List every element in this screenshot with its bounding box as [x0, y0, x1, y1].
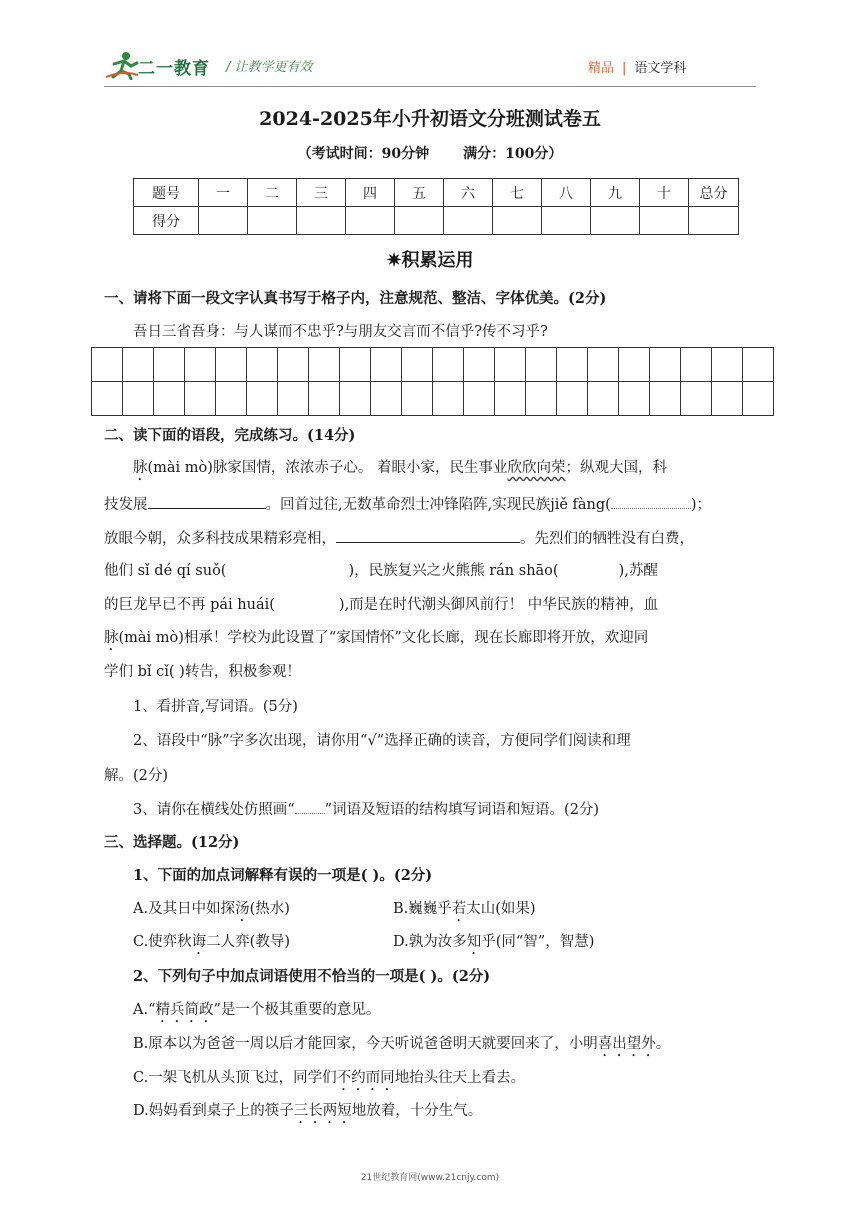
text-span: D.妈妈看到桌子上的筷子 [133, 1103, 294, 1119]
table-header-cell: 总分 [689, 179, 739, 207]
tag-label: 精品 [588, 61, 615, 76]
q1-text: 吾日三省吾身：与人谋而不忠乎?与朋友交言而不信乎?传不习乎? [133, 324, 548, 340]
section-title: ✷积累运用 [386, 250, 474, 271]
text-span: 3、请你在横线处仿照画“ [133, 802, 295, 818]
text-span: 二人弈(教导) [206, 934, 291, 950]
slogan: / 让教学更有效 [226, 60, 313, 75]
dotted-char: 脉 [133, 460, 148, 476]
exam-info [0, 143, 860, 163]
q2-heading: 二、读下面的语段，完成练习。(14分) [104, 427, 356, 444]
text-span: ”是一个极其重要的意见。 [213, 1002, 381, 1018]
score-cell[interactable] [444, 207, 493, 235]
q2-paragraph-line: 学们 bǐ cǐ( )转告，积极参观！ [104, 664, 301, 680]
dotted-word: 三长两短 [293, 1103, 352, 1119]
table-header-cell: 二 [248, 179, 297, 207]
text-span: 技发展 [104, 497, 148, 513]
option-a[interactable] [133, 899, 290, 925]
q2-sub2-cont: 解。(2分) [104, 768, 169, 784]
q2-sub2: 2、语段中“脉”字多次出现，请你用“√”选择正确的读音，方便同学们阅读和理 [133, 733, 631, 749]
score-cell[interactable] [493, 207, 542, 235]
dotted-char: 知 [466, 934, 482, 950]
table-header-cell: 七 [493, 179, 542, 207]
wavy-underlined-word: 欣欣向荣 [507, 460, 566, 476]
table-header-cell: 题号 [134, 179, 199, 207]
dotted-char: 若 [451, 901, 467, 917]
text-span: A.及其日中如探 [133, 901, 236, 917]
pinyin-prompt: 他们 sǐ dé qí suǒ( [104, 563, 227, 579]
dotted-word: 不约而同 [336, 1070, 395, 1086]
writing-grid[interactable] [91, 347, 774, 416]
pinyin-prompt: )，民族复兴之火熊熊 rán shāo( [348, 563, 559, 579]
text-span: 地放着，十分生气。 [351, 1103, 483, 1119]
score-cell[interactable] [297, 207, 346, 235]
exam-time: （考试时间：90分钟 [297, 146, 430, 162]
text-span: )； [690, 497, 712, 513]
q2-sub1: 1、看拼音,写词语。(5分) [133, 699, 298, 715]
option-c[interactable] [133, 932, 290, 958]
text-span: ；纵观大国，科 [565, 460, 668, 476]
table-header-cell: 八 [542, 179, 591, 207]
q3-heading: 三、选择题。(12分) [104, 834, 240, 851]
pinyin-prompt: 的巨龙早已不再 pái huái( [104, 597, 275, 613]
text-span: (mài mò)相承！学校为此设置了“家国情怀”文化长廊，现在长廊即将开放，欢迎同 [118, 630, 649, 646]
q2-paragraph-line [104, 628, 648, 654]
table-header-cell: 一 [199, 179, 248, 207]
text-span: 乎(同“智”，智慧) [481, 934, 595, 950]
logo-text: 二一教育 [138, 59, 210, 79]
header-divider [104, 86, 756, 87]
score-cell[interactable] [640, 207, 689, 235]
sentence-option-b[interactable] [133, 1034, 670, 1060]
text-span: 放眼今朝，众多科技成果精彩亮相， [104, 531, 336, 547]
text-span: 地抬头往天上看去。 [394, 1070, 526, 1086]
score-cell[interactable] [591, 207, 640, 235]
q1-heading: 一、请将下面一段文字认真书写于格子内，注意规范、整洁、字体优美。(2分) [104, 290, 607, 307]
table-header-cell: 五 [395, 179, 444, 207]
q3-sub1: 1、下面的加点词解释有误的一项是( )。(2分) [133, 867, 433, 884]
sentence-option-a[interactable] [133, 1000, 380, 1026]
table-header-cell: 六 [444, 179, 493, 207]
text-span: A.“ [133, 1002, 156, 1018]
q2-paragraph-line [104, 595, 658, 615]
text-span: C.使弈秋 [133, 934, 192, 950]
answer-blank[interactable] [336, 526, 520, 543]
table-header-cell: 十 [640, 179, 689, 207]
page-title: 2024-2025年小升初语文分班测试卷五 [259, 108, 601, 130]
score-cell[interactable] [395, 207, 444, 235]
text-span: (mài mò)脉家国情，浓浓赤子心。 着眼小家，民生事业 [147, 460, 508, 476]
dotted-char: 脉 [104, 630, 119, 646]
table-header-cell: 四 [346, 179, 395, 207]
score-table-header-row [134, 179, 739, 207]
text-span: B.原本以为爸爸一周以后才能回家，今天听说爸爸明天就要回来了，小明 [133, 1036, 598, 1052]
q2-paragraph-line [133, 458, 667, 484]
table-header-cell: 九 [591, 179, 640, 207]
score-cell[interactable] [542, 207, 591, 235]
q2-paragraph-line [104, 526, 694, 549]
table-row-label: 得分 [134, 207, 199, 235]
text-span: ),而是在时代潮头御风前行！ 中华民族的精神，血 [338, 597, 659, 613]
wavy-sample-mark [295, 799, 325, 814]
dotted-word: 精兵简政 [155, 1002, 214, 1018]
sentence-option-d[interactable] [133, 1101, 482, 1127]
q2-paragraph-line [104, 492, 711, 515]
q2-sub3 [133, 799, 599, 820]
text-span: 。先烈们的牺牲没有白费， [520, 531, 694, 547]
score-table [133, 178, 739, 235]
text-span: C.一架飞机从头顶飞过，同学们 [133, 1070, 337, 1086]
text-span: ),苏醒 [618, 563, 658, 579]
q2-paragraph-line [104, 561, 658, 581]
score-cell[interactable] [199, 207, 248, 235]
text-span: ”词语及短语的结构填写词语和短语。(2分) [324, 802, 600, 818]
dotted-word: 喜出望外 [597, 1036, 656, 1052]
pinyin-prompt: jiě fàng( [550, 497, 611, 513]
score-cell[interactable] [689, 207, 739, 235]
dotted-char: 诲 [191, 934, 207, 950]
score-cell[interactable] [346, 207, 395, 235]
answer-blank[interactable] [148, 492, 266, 509]
option-d[interactable] [393, 932, 594, 958]
text-span: 。 [655, 1036, 671, 1052]
q3-sub2: 2、下列句子中加点词语使用不恰当的一项是( )。(2分) [133, 968, 491, 985]
text-span: (热水) [249, 901, 290, 917]
score-table-score-row [134, 207, 739, 235]
option-b[interactable] [393, 899, 536, 925]
dotted-char: 汤 [235, 901, 250, 917]
header-tags: 精品 | 语文学科 [588, 61, 687, 76]
text-span: B.巍巍乎 [393, 901, 452, 917]
subject-label: 语文学科 [634, 61, 687, 76]
footer-source: 21世纪教育网(www.21cnjy.com) [360, 1173, 500, 1183]
text-span: D.孰为汝多 [393, 934, 467, 950]
answer-blank[interactable] [611, 494, 691, 509]
sentence-option-c[interactable] [133, 1068, 525, 1094]
table-header-cell: 三 [297, 179, 346, 207]
text-span: 。回首过往,无数革命烈士冲锋陷阵,实现民族 [265, 497, 551, 513]
text-span: 太山(如果) [466, 901, 536, 917]
score-cell[interactable] [248, 207, 297, 235]
exam-full-score: 满分：100分） [463, 146, 563, 162]
